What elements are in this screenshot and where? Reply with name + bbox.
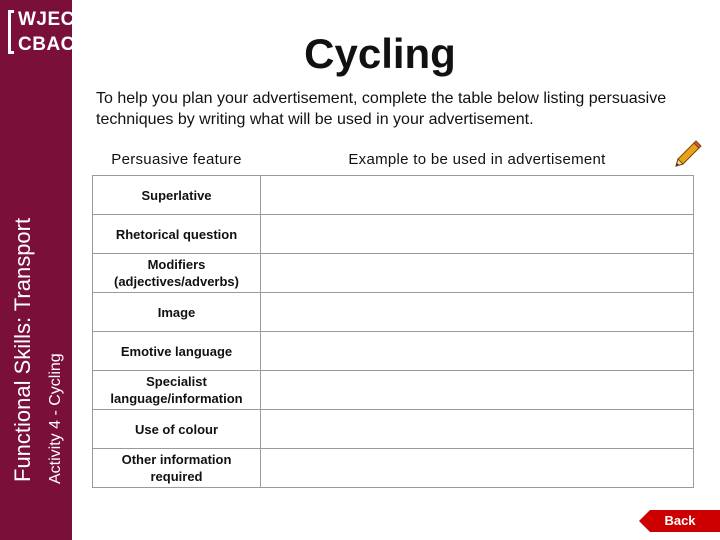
- back-button-label: Back: [664, 513, 696, 528]
- feature-cell: Superlative: [93, 176, 261, 215]
- sidebar: [0, 0, 75, 540]
- feature-cell: Emotive language: [93, 332, 261, 371]
- table-header-row: [93, 143, 694, 176]
- header-persuasive-feature: Persuasive feature: [111, 150, 242, 168]
- table-row: [93, 449, 694, 488]
- table-row: [93, 215, 694, 254]
- feature-cell: Image: [93, 293, 261, 332]
- sidebar-sub-title: Activity 4 - Cycling: [47, 353, 64, 484]
- example-cell[interactable]: [261, 176, 694, 215]
- persuasive-techniques-table: [92, 143, 694, 488]
- example-cell[interactable]: [261, 254, 694, 293]
- example-cell[interactable]: [261, 371, 694, 410]
- example-cell[interactable]: [261, 449, 694, 488]
- wjec-cbac-logo: [4, 4, 75, 62]
- back-button[interactable]: [639, 510, 720, 532]
- example-cell[interactable]: [261, 332, 694, 371]
- feature-cell: Modifiers (adjectives/adverbs): [93, 254, 261, 293]
- intro-text: To help you plan your advertisement, complete the table below listing persuasive techniques by writing what will be used in your advertisement.: [96, 90, 667, 128]
- table-row: [93, 410, 694, 449]
- page-title: Cycling: [304, 30, 456, 77]
- logo-line-2: CBAC: [18, 34, 75, 55]
- logo-line-1: WJEC: [18, 9, 75, 30]
- example-cell[interactable]: [261, 293, 694, 332]
- table-row: [93, 371, 694, 410]
- feature-cell: Rhetorical question: [93, 215, 261, 254]
- table-row: [93, 254, 694, 293]
- table-row: [93, 332, 694, 371]
- header-example: Example to be used in advertisement: [348, 150, 606, 168]
- table-row: [93, 176, 694, 215]
- pencil-icon: [672, 140, 702, 170]
- table-row: [93, 293, 694, 332]
- sidebar-main-title: Functional Skills: Transport: [10, 217, 35, 482]
- feature-cell: Other information required: [93, 449, 261, 488]
- feature-cell: Specialist language/information: [93, 371, 261, 410]
- feature-cell: Use of colour: [93, 410, 261, 449]
- example-cell[interactable]: [261, 215, 694, 254]
- example-cell[interactable]: [261, 410, 694, 449]
